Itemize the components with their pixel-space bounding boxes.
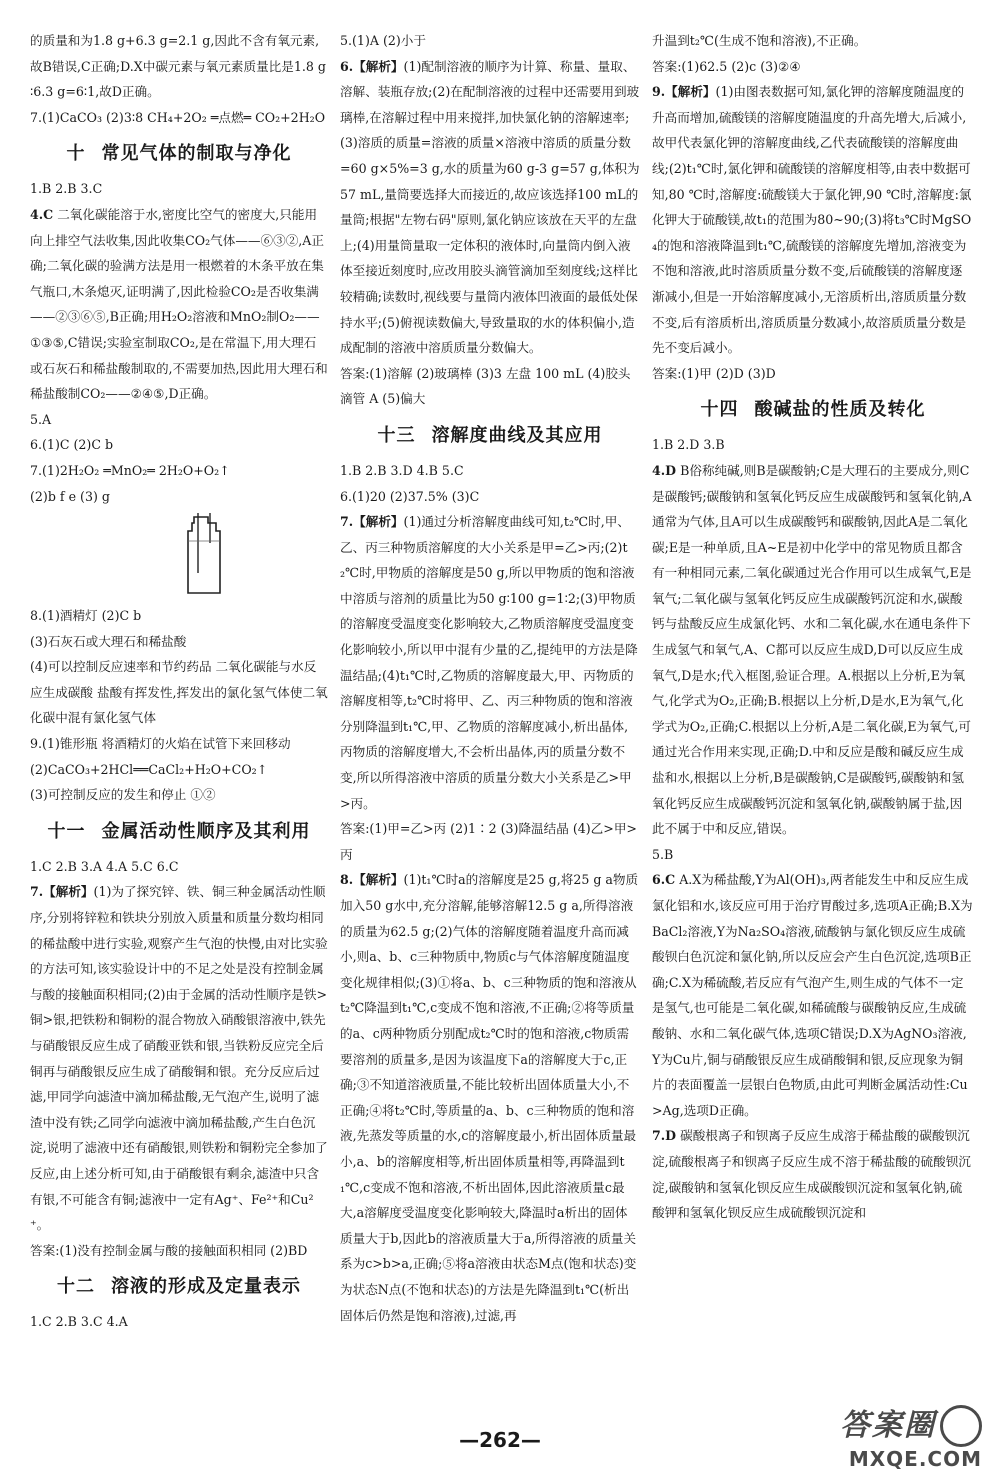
- answer-5: 5.B: [652, 846, 674, 862]
- answer-7b: (2)b f e (3) g: [30, 488, 110, 504]
- answer-8-analysis: 8.【解析】(1)t₁℃时a的溶解度是25 g,将25 g a物质加入50 g水中,充分溶解,能够溶解12.5 g a,所得溶液的质量为62.5 g;(2)气体的溶解度随着温度升高而减小,则a、b、c三种物质中,物质c与气体溶解度随温度变化规律相似;(3)①将a、b、c三种物质的饱和溶液从t₂℃降温到t₁℃,c变成不饱和溶液,不正确;②将等质量的a、c两种物质分别配成t₂℃时的饱和溶液,c物质需要溶剂的质量多,是因为该温度下a的溶解度大于c,正确;③不知道溶液质量,不能比较析出固体质量大小,不正确;④将t₂℃时,等质量的a、b、c三种物质的饱和溶液,先蒸发等质量的水,c的溶解度最小,析出固体质量最小,a、b的溶解度相等,析出固体质量相等,再降温到t₁℃,c变成不饱和溶液,不析出固体,因此溶液质量c最大,a溶解度受温度变化影响较大,降温时a析出的固体质量大于b,因此b的溶液质量大于a,所得溶液的质量关系为c>b>a,正确;⑤将a溶液由状态M点(饱和状态)变为状态N点(不饱和状态)的方法是先降温到t₁℃(析出固体后仍然是饱和溶液),过滤,再: [340, 872, 639, 1323]
- answer-9b: (2)CaCO₃+2HCl══CaCl₂+H₂O+CO₂↑: [30, 761, 268, 777]
- text-block: 的质量和为1.8 g+6.3 g=2.1 g,因此不含有氧元素,故B错误,C正确;D.X中碳元素与氧元素质量比是1.8 g∶6.3 g=6∶1,故D正确。: [30, 33, 326, 100]
- answer-9-result: 答案:(1)甲 (2)D (3)D: [652, 365, 776, 381]
- answer-9c: (3)可控制反应的发生和停止 ①②: [30, 787, 216, 803]
- column-1: [30, 28, 328, 1335]
- answer-5: 5.(1)A (2)小于: [340, 33, 426, 48]
- answer-7-result: 答案:(1)没有控制金属与酸的接触面积相同 (2)BD: [30, 1242, 308, 1258]
- column-3: [652, 28, 974, 1226]
- answer-4: 4.D B俗称纯碱,则B是碳酸钠;C是大理石的主要成分,则C是碳酸钙;碳酸钠和氢氧化钙反应生成碳酸钙和氢氧化钠,A通常为气体,且A可以生成碳酸钙和碳酸钠,因此A是二氧化碳;E是一种单质,且A~E是初中化学中的常见物质且都含有一种相同元素,二氧化碳通过光合作用可以生成氧气,E是氧气;二氧化碳与氢氧化钙反应生成碳酸钙沉淀和水,碳酸钙与盐酸反应生成氯化钙、水和二氧化碳,水在通电条件下生成氢气和氧气,A、C都可以反应生成D,D可以反应生成氧气,D是水;代入框图,验证合理。A.根据以上分析,E为氧气,化学式为O₂,正确;B.根据以上分析,D是水,E为氧气,化学式为O₂,正确;C.根据以上分析,A是二氧化碳,E为氧气,可通过光合作用来实现,正确;D.中和反应是酸和碱反应生成盐和水,根据以上分析,B是碳酸钠,C是碳酸钙,碳酸钠和氢氧化钙反应生成碳酸钙沉淀和氢氧化钠,碳酸钠属于盐,因此不属于中和反应,错误。: [652, 462, 972, 837]
- answer-line: 1.B 2.D 3.B: [652, 437, 725, 453]
- answer-line: 1.C 2.B 3.A 4.A 5.C 6.C: [30, 858, 179, 874]
- answer-5: 5.A: [30, 411, 52, 427]
- answer-4: 4.C 二氧化碳能溶于水,密度比空气的密度大,只能用向上排空气法收集,因此收集CO₂气体——⑥③②,A正确;二氧化碳的验满方法是用一根燃着的木条平放在集气瓶口,木条熄灭,证明满了,因此检验CO₂是否收集满——②③⑥⑤,B正确;用H₂O₂溶液和MnO₂制O₂——①③⑤,C错误;实验室制取CO₂,是在常温下,用大理石或石灰石和稀盐酸制取的,不需要加热,因此用大理石和稀盐酸制CO₂——②④⑤,D正确。: [30, 206, 328, 402]
- answer-6: 6.C A.X为稀盐酸,Y为Al(OH)₃,两者能发生中和反应生成氯化铝和水,该反应可用于治疗胃酸过多,选项A正确;B.X为BaCl₂溶液,Y为Na₂SO₄溶液,硫酸钠与氯化钡反应生成硫酸钡白色沉淀和氯化钠,所以反应会产生白色沉淀,选项B正确;C.X为稀硫酸,若反应有气泡产生,则生成的气体不一定是氢气,也可能是二氧化碳,如稀硫酸与碳酸钠反应,生成硫酸钠、水和二氧化碳气体,选项C错误;D.X为AgNO₃溶液,Y为Cu片,铜与硝酸银反应生成硝酸铜和银,反应现象为铜片的表面覆盖一层银白色物质,由此可判断金属活动性:Cu>Ag,选项D正确。: [652, 872, 973, 1118]
- answer-9a: 9.(1)锥形瓶 将酒精灯的火焰在试管下来回移动: [30, 736, 291, 752]
- answer-8-result: 答案:(1)62.5 (2)c (3)②④: [652, 58, 801, 74]
- answer-6-result: 答案:(1)溶解 (2)玻璃棒 (3)3 左盘 100 mL (4)胶头滴管 A (5)偏大: [340, 365, 631, 407]
- answer-6-analysis: 6.【解析】(1)配制溶液的顺序为计算、称量、量取、溶解、装瓶存放;(2)在配制溶液的过程中还需要用到玻璃棒,在溶解过程中用来搅拌,加快氯化钠的溶解速率;(3)溶质的质量=溶液的质量×溶液中溶质的质量分数=60 g×5%=3 g,水的质量为60 g-3 g=57 g,体积为57 mL,量筒要选择大而接近的,故应该选择100 mL的量筒;根据"左物右码"原则,氯化钠应该放在天平的左盘上;(4)用量筒量取一定体积的液体时,向量筒内倒入液体至接近刻度时,应改用胶头滴管滴加至刻度线;这样比较精确;读数时,视线要与量筒内液体凹液面的最低处保持水平;(5)俯视读数偏大,导致量取的水的体积偏小,造成配制的溶液中溶质质量分数偏大。: [340, 58, 640, 356]
- section-heading-10: 十 常见气体的制取与净化: [66, 143, 292, 165]
- answer-6: 6.(1)C (2)C b: [30, 437, 114, 453]
- column-2: [340, 28, 640, 1328]
- answer-7a: 7.(1)2H₂O₂ ═MnO₂═ 2H₂O+O₂↑: [30, 462, 230, 478]
- answer-7-analysis: 7.【解析】(1)通过分析溶解度曲线可知,t₂℃时,甲、乙、丙三种物质溶解度的大小关系是甲=乙>丙;(2)t₂℃时,甲物质的溶解度是50 g,所以甲物质的饱和溶液中溶质与溶剂的质量比为50 g∶100 g=1∶2;(3)甲物质的溶解度受温度变化影响较大,乙物质溶解度受温度变化影响较小,所以甲中混有少量的乙,提纯甲的方法是降温结晶;(4)t₁℃时,乙物质的溶解度最大,甲、丙物质的溶解度相等,t₂℃时将甲、乙、丙三种物质的饱和溶液分别降温到t₁℃,甲、乙物质的溶解度减小,析出晶体,丙物质的溶解度增大,不会析出晶体,丙的质量分数不变,所以所得溶液中溶质的质量分数大小关系是乙>甲>丙。: [340, 514, 638, 811]
- answer-7-analysis: 7.【解析】(1)为了探究锌、铁、铜三种金属活动性顺序,分别将锌粒和铁块分别放入质量和质量分数均相同的稀盐酸中进行实验,观察产生气泡的快慢,由对比实验的方法可知,该实验设计中的不足之处是没有控制金属与酸的接触面积相同;(2)由于金属的活动性顺序是铁>铜>银,把铁粉和铜粉的混合物放入硝酸银溶液中,铁先与硝酸银反应生成了硝酸亚铁和银,当铁粉反应完全后铜再与硝酸银反应生成了硝酸铜和银。充分反应后过滤,甲同学向滤渣中滴加稀盐酸,无气泡产生,说明了滤渣中没有铁;乙同学向滤液中滴加稀盐酸,产生白色沉淀,说明了滤液中还有硝酸银,则铁粉和铜粉完全参加了反应,由上述分析可知,由于硝酸银有剩余,滤渣中只含有银,不可能含有铜;滤液中一定有Ag⁺、Fe²⁺和Cu²⁺。: [30, 884, 328, 1233]
- answer-7: 7.(1)CaCO₃ (2)3∶8 CH₄+2O₂ ═点燃═ CO₂+2H₂O: [30, 109, 326, 125]
- section-heading-12: 十二 溶液的形成及定量表示: [57, 1276, 301, 1298]
- answer-8c: (4)可以控制反应速率和节约药品 二氧化碳能与水反应生成碳酸 盐酸有挥发性,挥发出的氯化氢气体使二氧化碳中混有氯化氢气体: [30, 659, 328, 726]
- section-heading-14: 十四 酸碱盐的性质及转化: [700, 399, 926, 421]
- text-block: 升温到t₂℃(生成不饱和溶液),不正确。: [652, 33, 867, 48]
- answer-7-result: 答案:(1)甲=乙>丙 (2)1∶2 (3)降温结晶 (4)乙>甲>丙: [340, 821, 637, 862]
- section-heading-13: 十三 溶解度曲线及其应用: [377, 424, 603, 446]
- answer-8a: 8.(1)酒精灯 (2)C b: [30, 608, 142, 624]
- answer-6: 6.(1)20 (2)37.5% (3)C: [340, 488, 480, 504]
- watermark-logo: 答案圈 MXQE.COM: [840, 1400, 982, 1472]
- answer-7: 7.D 碳酸根离子和钡离子反应生成溶于稀盐酸的碳酸钡沉淀,硫酸根离子和钡离子反应生成不溶于稀盐酸的硫酸钡沉淀,碳酸钠和氢氧化钡反应生成碳酸钡沉淀和氢氧化钠,硫酸钾和氢氧化钡反应生成硫酸钡沉淀和: [652, 1128, 971, 1221]
- section-heading-11: 十一 金属活动性顺序及其利用: [47, 820, 311, 842]
- answer-line: 1.B 2.B 3.C: [30, 181, 103, 197]
- answer-line: 1.C 2.B 3.C 4.A: [30, 1314, 128, 1330]
- answer-line: 1.B 2.B 3.D 4.B 5.C: [340, 462, 464, 478]
- logo-icon: [940, 1405, 982, 1447]
- page-number: —262—: [459, 1428, 541, 1452]
- answer-9-analysis: 9.【解析】(1)由图表数据可知,氯化钾的溶解度随温度的升高而增加,硫酸镁的溶解度随温度的升高先增大,后减小,故甲代表氯化钾的溶解度曲线,乙代表硫酸镁的溶解度曲线;(2)t₁℃时,氯化钾和硫酸镁的溶解度相等,由表中数据可知,80 ℃时,溶解度:硫酸镁大于氯化钾,90 ℃时,溶解度:氯化钾大于硫酸镁,故t₁的范围为80~90;(3)将t₃℃时MgSO₄的饱和溶液降温到t₁℃,硫酸镁的溶解度先增加,溶液变为不饱和溶液,此时溶质质量分数不变,后硫酸镁的溶解度逐渐减小,但是一开始溶解度减小,无溶质析出,溶质质量分数不变,后有溶质析出,溶质质量分数减小,故溶质质量分数是先不变后减小。: [652, 84, 972, 356]
- answer-8b: (3)石灰石或大理石和稀盐酸: [30, 633, 187, 649]
- gas-bottle-figure: [180, 513, 228, 597]
